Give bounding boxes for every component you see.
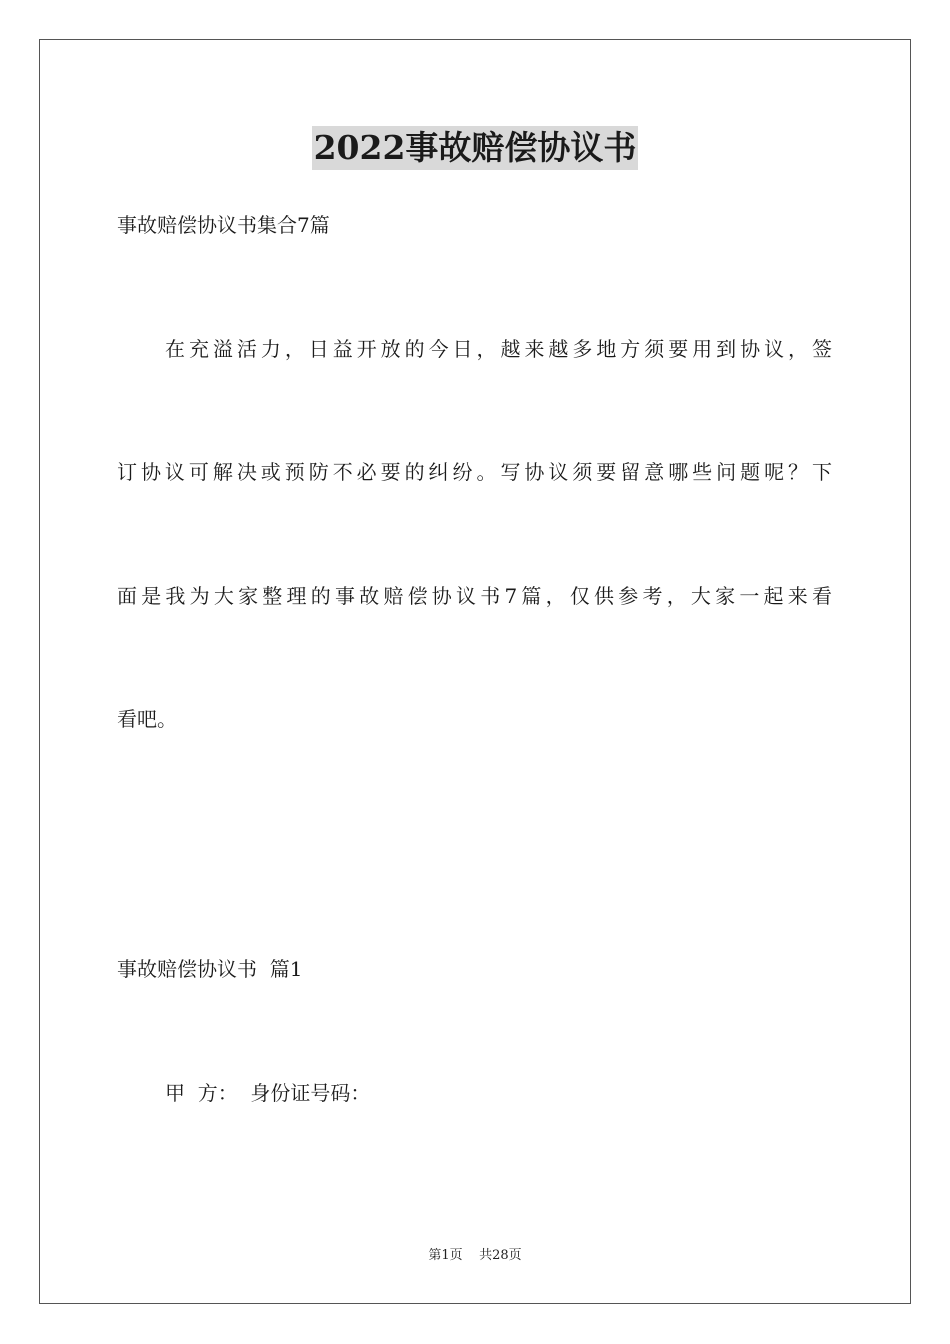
party-a-line: 甲 方： 身份证号码： (165, 1081, 371, 1105)
document-title: 2022事故赔偿协议书 (312, 126, 639, 170)
document-subtitle: 事故赔偿协议书集合7篇 (117, 213, 330, 237)
page-footer: 第1页 共28页 (428, 1248, 522, 1263)
intro-line-4: 看吧。 (117, 707, 177, 731)
intro-line-2: 订协议可解决或预防不必要的纠纷。写协议须要留意哪些问题呢？下 (117, 460, 832, 484)
intro-line-1: 在充溢活力，日益开放的今日，越来越多地方须要用到协议，签 (165, 337, 832, 361)
intro-line-3: 面是我为大家整理的事故赔偿协议书7篇，仅供参考，大家一起来看 (117, 584, 832, 608)
title-container (0, 126, 950, 170)
section-heading: 事故赔偿协议书 篇1 (117, 957, 303, 981)
